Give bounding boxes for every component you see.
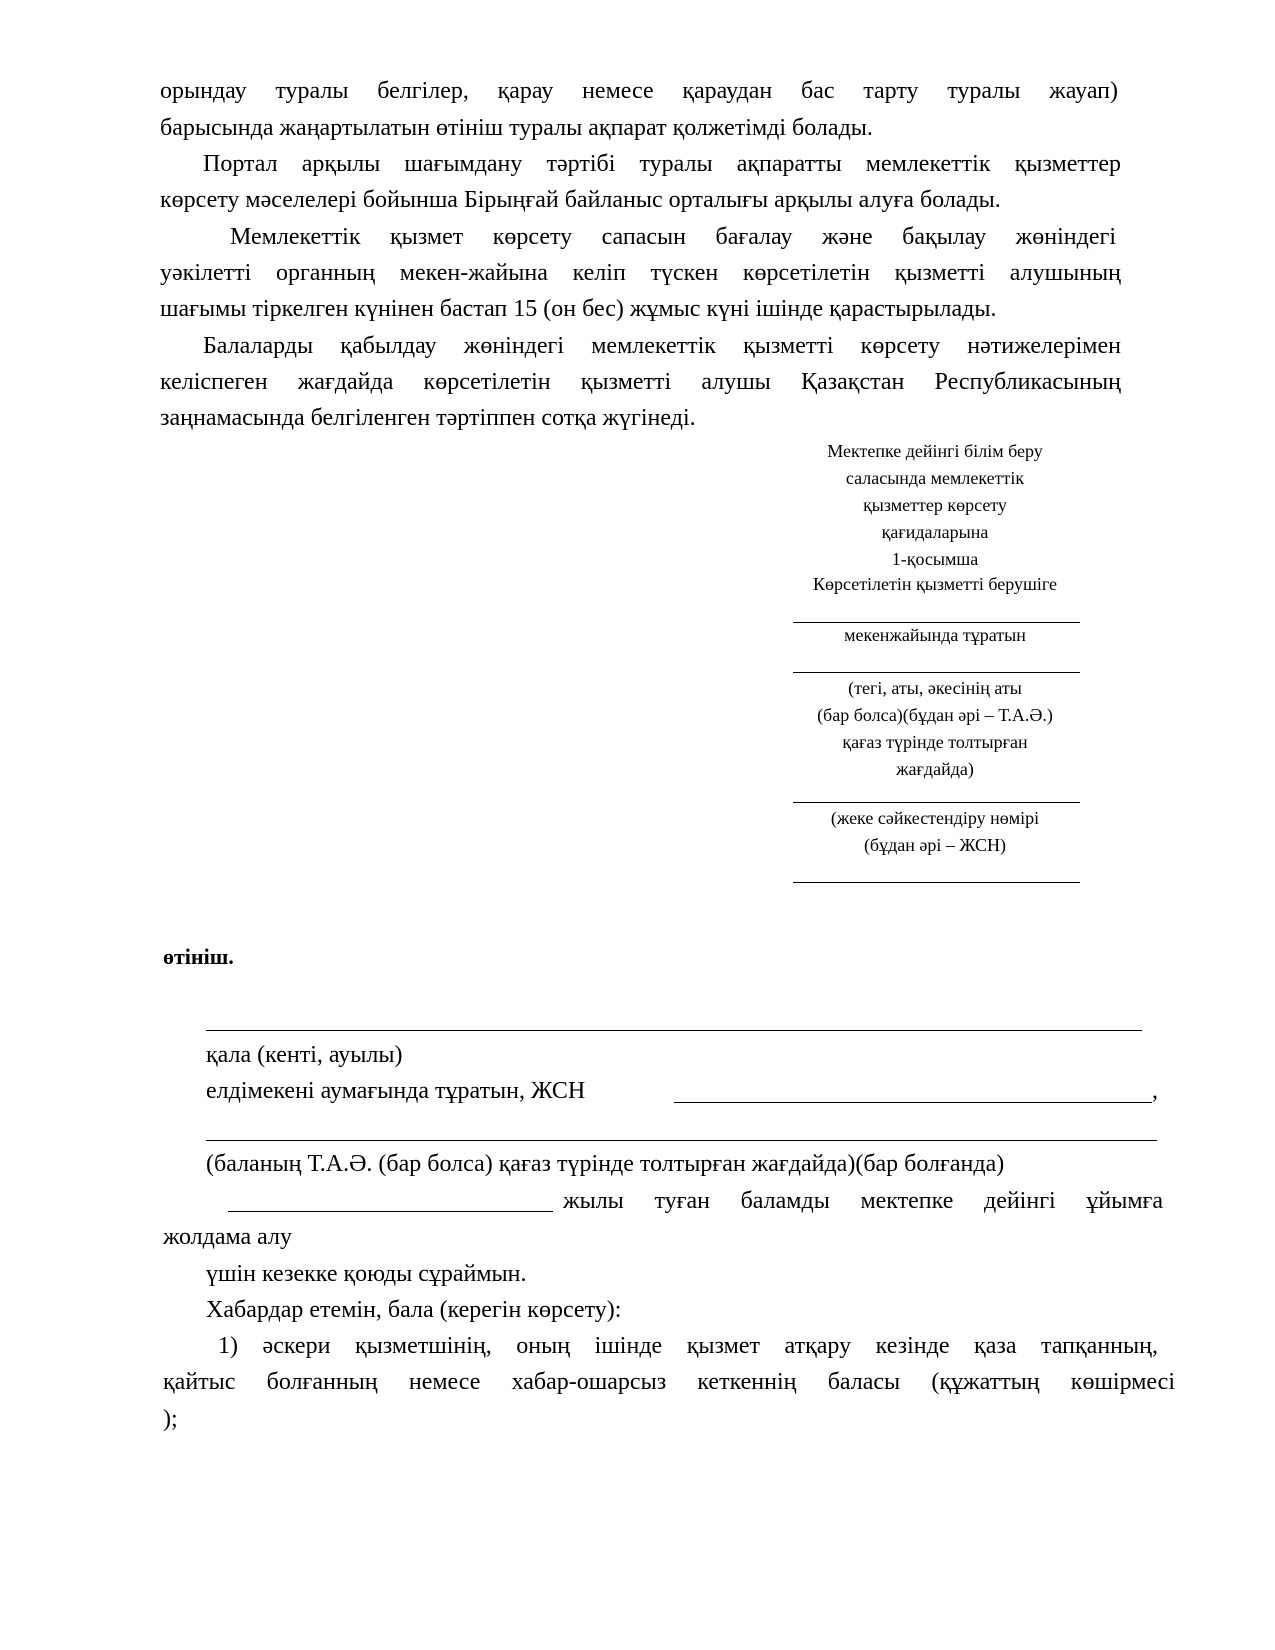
address-blank-line xyxy=(793,672,1080,673)
request-text: үшін кезекке қоюды сұраймын. xyxy=(206,1261,527,1287)
appendix-line: (тегі, аты, әкесінің аты xyxy=(848,678,1022,698)
application-title: өтініш. xyxy=(163,944,234,969)
intro-para4-line1: Балаларды қабылдау жөніндегі мемлекеттік қызметті көрсету нәтижелерімен xyxy=(203,333,1121,359)
appendix-line: қызметтер көрсету xyxy=(863,495,1007,515)
residence-label: елдімекені аумағында тұратын, ЖСН xyxy=(206,1078,586,1104)
item1-line1: 1) әскери қызметшінің, оның ішінде қызмет атқару кезінде қаза тапқанның, xyxy=(218,1333,1158,1359)
appendix-line: (жеке сәйкестендіру нөмірі xyxy=(830,808,1040,828)
appendix-line: (бар болса)(бұдан әрі – Т.А.Ә.) xyxy=(817,705,1053,725)
intro-para3-line1: Мемлекеттік қызмет көрсету сапасын бағалау және бақылау жөніндегі xyxy=(230,224,1116,250)
item1-line3: ); xyxy=(163,1406,178,1432)
intro-para1-line2: барысында жаңартылатын өтініш туралы ақпарат қолжетімді болады. xyxy=(160,115,873,141)
iin-note xyxy=(790,805,1080,859)
provider-label: Көрсетілетін қызметті берушіге xyxy=(812,574,1058,594)
intro-para4-line3: заңнамасында белгіленген тәртіппен сотқа жүгінеді. xyxy=(160,405,696,431)
appendix-line: Мектепке дейінгі білім беру xyxy=(827,441,1043,461)
appendix-line: қағидаларына xyxy=(881,522,989,542)
intro-para1-line1: орындау туралы белгілер, қарау немесе қараудан бас тарту туралы жауап) xyxy=(160,78,1118,104)
intro-para2-line2: көрсету мәселелері бойынша Бірыңғай байланыс орталығы арқылы алуға болады. xyxy=(160,187,1001,213)
city-label: қала (кенті, ауылы) xyxy=(206,1042,403,1068)
fio-note xyxy=(790,675,1080,783)
residence-comma: , xyxy=(1152,1078,1158,1104)
birth-year-text: жылы туған баламды мектепке дейінгі ұйымға xyxy=(563,1188,1163,1214)
intro-para4-line2: келіспеген жағдайда көрсетілетін қызметті алушы Қазақстан Республикасының xyxy=(160,369,1121,395)
iin-blank-line xyxy=(793,882,1080,883)
appendix-header xyxy=(790,438,1080,573)
intro-para3-line3: шағымы тіркелген күнінен бастап 15 (он бес) жұмыс күні ішінде қарастырылады. xyxy=(160,296,997,322)
inform-text: Хабардар етемін, бала (керегін көрсету): xyxy=(206,1297,622,1323)
intro-para2-line1: Портал арқылы шағымдану тәртібі туралы ақпаратты мемлекеттік қызметтер xyxy=(203,151,1121,177)
appendix-line: қағаз түрінде толтырған xyxy=(842,732,1028,752)
item1-line2: қайтыс болғанның немесе хабар-ошарсыз кеткеннің баласы (құжаттың көшірмесі xyxy=(163,1369,1175,1395)
address-label: мекенжайында тұратын xyxy=(844,625,1026,645)
referral-text: жолдама алу xyxy=(163,1224,293,1250)
appendix-line: жағдайда) xyxy=(896,759,974,779)
appendix-line: саласында мемлекеттік xyxy=(845,468,1025,488)
appendix-line: 1-қосымша xyxy=(891,549,979,569)
fio-blank-line xyxy=(793,802,1080,803)
intro-para3-line2: уәкілетті органның мекен-жайына келіп түскен көрсетілетін қызметті алушының xyxy=(160,260,1121,286)
child-fio-blank-line xyxy=(206,1140,1157,1141)
iin-field-line xyxy=(674,1102,1152,1103)
birth-year-blank-line xyxy=(228,1211,553,1212)
child-fio-label: (баланың Т.А.Ә. (бар болса) қағаз түрінде толтырған жағдайда)(бар болғанда) xyxy=(206,1151,1005,1177)
locality-blank-line xyxy=(206,1030,1142,1031)
appendix-line: (бұдан әрі – ЖСН) xyxy=(863,835,1007,855)
